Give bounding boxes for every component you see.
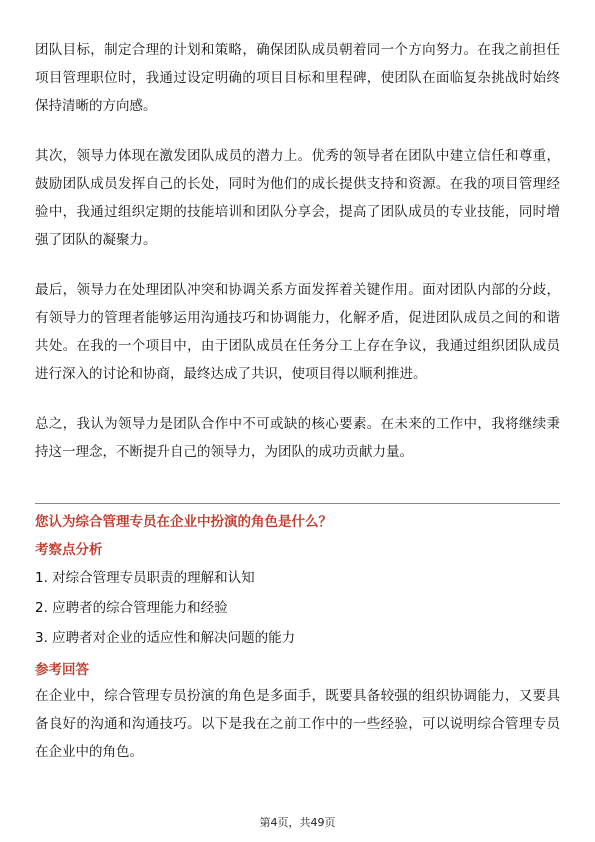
analysis-item: 2. 应聘者的综合管理能力和经验 <box>35 600 228 616</box>
document-body <box>35 36 560 466</box>
question-title: 您认为综合管理专员在企业中扮演的角色是什么？ <box>35 514 332 530</box>
answer-title: 参考回答 <box>35 662 89 678</box>
analysis-item: 1. 对综合管理专员职责的理解和认知 <box>35 570 255 586</box>
analysis-item: 3. 应聘者对企业的适应性和解决问题的能力 <box>35 630 296 646</box>
body-paragraph-3: 最后，领导力在处理团队冲突和协调关系方面发挥着关键作用。面对团队内部的分歧，有领导力的管理者能够运用沟通技巧和协调能力，化解矛盾，促进团队成员之间的和谐共处。在我的一个项目中，由于团队成员在任务分工上存在争议，我通过组织团队成员进行深入的讨论和协商，最终达成了共识，使项目得以顺利推进。 <box>35 282 560 382</box>
analysis-list <box>35 564 560 652</box>
body-paragraph-2: 其次，领导力体现在激发团队成员的潜力上。优秀的领导者在团队中建立信任和尊重，鼓励团队成员发挥自己的长处，同时为他们的成长提供支持和资源。在我的项目管理经验中，我通过组织定期的技能培训和团队分享会，提高了团队成员的专业技能，同时增强了团队的凝聚力。 <box>35 148 560 248</box>
answer-text: 在企业中，综合管理专员扮演的角色是多面手，既要具备较强的组织协调能力，又要具备良好的沟通和沟通技巧。以下是我在之前工作中的一些经验，可以说明综合管理专员在企业中的角色。 <box>35 688 560 760</box>
page-number: 第4页，共49页 <box>259 816 336 829</box>
section-divider <box>35 503 560 504</box>
analysis-title: 考察点分析 <box>35 542 103 558</box>
body-paragraph-1: 团队目标，制定合理的计划和策略，确保团队成员朝着同一个方向努力。在我之前担任项目管理职位时，我通过设定明确的项目目标和里程碑，使团队在面临复杂挑战时始终保持清晰的方向感。 <box>35 42 560 114</box>
question-section <box>35 510 560 766</box>
body-paragraph-4: 总之，我认为领导力是团队合作中不可或缺的核心要素。在未来的工作中，我将继续秉持这一理念，不断提升自己的领导力，为团队的成功贡献力量。 <box>35 416 560 460</box>
